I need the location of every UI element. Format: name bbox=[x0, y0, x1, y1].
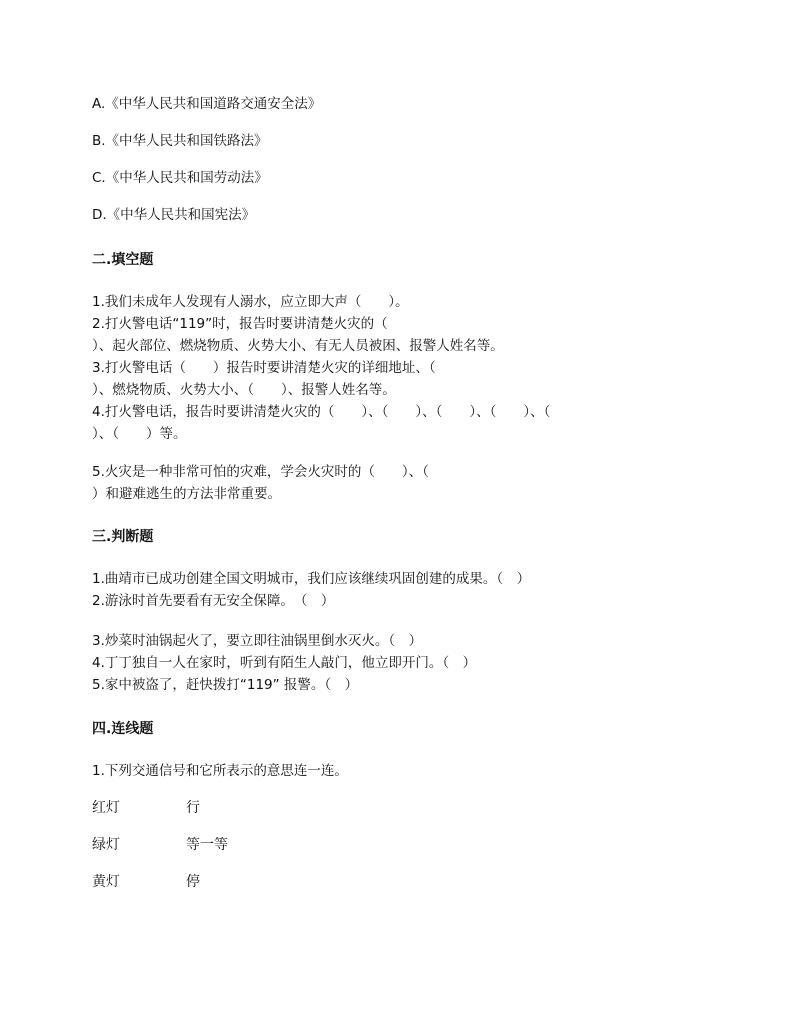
match-right-item: 行 bbox=[186, 800, 200, 816]
section-title-matching: 四.连线题 bbox=[92, 721, 154, 737]
match-left-item: 红灯 bbox=[92, 800, 120, 816]
match-right-item: 等一等 bbox=[186, 837, 228, 853]
worksheet-page bbox=[92, 0, 712, 1028]
true-false-line: 2.游泳时首先要看有无安全保障。 （ ） bbox=[92, 593, 335, 609]
match-right-item: 停 bbox=[186, 874, 200, 890]
option-d: D.《中华人民共和国宪法》 bbox=[92, 207, 256, 223]
option-a: A.《中华人民共和国道路交通安全法》 bbox=[92, 96, 322, 112]
option-c: C.《中华人民共和国劳动法》 bbox=[92, 170, 268, 186]
true-false-line: 1.曲靖市已成功创建全国文明城市，我们应该继续巩固创建的成果。（ ） bbox=[92, 571, 531, 587]
true-false-line: 5.家中被盗了，赶快拨打“119” 报警。（ ） bbox=[92, 677, 359, 693]
match-left-item: 绿灯 bbox=[92, 837, 120, 853]
fill-blank-line: 3.打火警电话（ ）报告时要讲清楚火灾的详细地址、（ bbox=[92, 360, 436, 376]
fill-blank-line: ）、燃烧物质、火势大小、（ ）、报警人姓名等。 bbox=[92, 382, 396, 398]
section-title-true-false: 三.判断题 bbox=[92, 529, 154, 545]
true-false-line: 3.炒菜时油锅起火了，要立即往油锅里倒水灭火。（ ） bbox=[92, 633, 423, 649]
fill-blank-line: 5.火灾是一种非常可怕的灾难，学会火灾时的（ ）、（ bbox=[92, 464, 429, 480]
fill-blank-line: ）、（ ）等。 bbox=[92, 426, 187, 442]
fill-blank-line: ）、起火部位、燃烧物质、火势大小、有无人员被困、报警人姓名等。 bbox=[92, 338, 504, 354]
fill-blank-line: 2.打火警电话“119”时，报告时要讲清楚火灾的（ bbox=[92, 316, 388, 332]
fill-blank-line: 1.我们未成年人发现有人溺水，应立即大声（ ）。 bbox=[92, 294, 409, 310]
fill-blank-line: 4.打火警电话，报告时要讲清楚火灾的（ ）、（ ）、（ ）、（ ）、（ bbox=[92, 404, 551, 420]
matching-instruction: 1.下列交通信号和它所表示的意思连一连。 bbox=[92, 763, 348, 779]
true-false-line: 4.丁丁独自一人在家时，听到有陌生人敲门，他立即开门。（ ） bbox=[92, 655, 477, 671]
section-title-fill-blank: 二.填空题 bbox=[92, 252, 154, 268]
fill-blank-line: ）和避难逃生的方法非常重要。 bbox=[92, 486, 281, 502]
match-left-item: 黄灯 bbox=[92, 874, 120, 890]
option-b: B.《中华人民共和国铁路法》 bbox=[92, 133, 268, 149]
